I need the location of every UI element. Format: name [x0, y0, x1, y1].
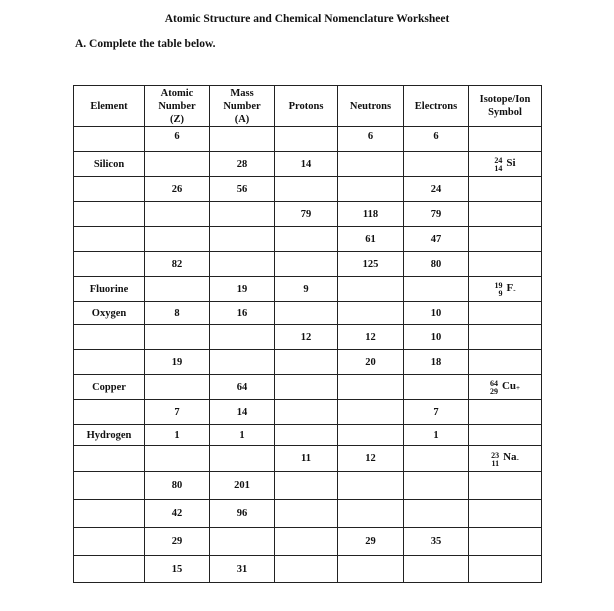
isotope-mass-number: 23	[491, 450, 500, 460]
cell-symbol[interactable]	[469, 177, 542, 202]
isotope-charge: -	[513, 285, 516, 294]
cell-electrons[interactable]	[404, 472, 469, 500]
cell-z[interactable]	[145, 446, 210, 472]
cell-symbol[interactable]	[469, 152, 542, 177]
cell-element[interactable]: Fluorine	[74, 277, 145, 302]
cell-protons[interactable]	[275, 528, 338, 556]
cell-z[interactable]	[145, 375, 210, 400]
cell-z[interactable]: 8	[145, 302, 210, 325]
cell-z[interactable]: 19	[145, 350, 210, 375]
table-row	[74, 252, 542, 277]
cell-neutrons[interactable]: 29	[338, 528, 404, 556]
cell-a[interactable]	[210, 127, 275, 152]
table-row	[74, 325, 542, 350]
isotope-mass-number: 64	[489, 379, 498, 388]
cell-a[interactable]: 201	[210, 472, 275, 500]
cell-electrons[interactable]: 24	[404, 177, 469, 202]
cell-protons[interactable]	[275, 556, 338, 583]
cell-symbol[interactable]	[469, 302, 542, 325]
cell-neutrons[interactable]	[338, 277, 404, 302]
cell-a[interactable]: 14	[210, 400, 275, 425]
cell-protons[interactable]	[275, 227, 338, 252]
isotope-element-symbol: Cu	[501, 379, 517, 392]
cell-element[interactable]	[74, 556, 145, 583]
cell-a[interactable]	[210, 350, 275, 375]
isotope-atomic-number: 11	[491, 458, 500, 468]
cell-symbol[interactable]	[469, 446, 542, 472]
header-isotope-ion-symbol	[469, 86, 542, 127]
cell-element[interactable]: Oxygen	[74, 302, 145, 325]
cell-electrons[interactable]: 47	[404, 227, 469, 252]
header-row	[74, 86, 542, 127]
cell-element[interactable]: Silicon	[74, 152, 145, 177]
isotope-symbol	[494, 282, 515, 298]
atomic-structure-table	[73, 85, 542, 583]
cell-protons[interactable]	[275, 472, 338, 500]
isotope-numbers	[494, 282, 502, 298]
cell-neutrons[interactable]: 12	[338, 446, 404, 472]
cell-z[interactable]: 15	[145, 556, 210, 583]
cell-neutrons[interactable]	[338, 375, 404, 400]
cell-protons[interactable]	[275, 177, 338, 202]
cell-a[interactable]	[210, 528, 275, 556]
table-row	[74, 400, 542, 425]
isotope-charge: +	[516, 383, 521, 392]
header-isotope-ion-symbol-line: Symbol	[488, 107, 522, 118]
cell-element[interactable]: Copper	[74, 375, 145, 400]
table-row	[74, 556, 542, 583]
isotope-symbol	[494, 157, 515, 173]
table-row	[74, 528, 542, 556]
cell-a[interactable]	[210, 325, 275, 350]
cell-electrons[interactable]	[404, 277, 469, 302]
cell-protons[interactable]	[275, 425, 338, 446]
header-atomic-number-line: Number	[158, 100, 196, 112]
header-mass-number-line: Number	[223, 100, 261, 112]
cell-electrons[interactable]: 10	[404, 302, 469, 325]
cell-protons[interactable]	[275, 350, 338, 375]
header-atomic-number-line: Atomic	[160, 87, 194, 99]
cell-a[interactable]: 64	[210, 375, 275, 400]
cell-symbol[interactable]	[469, 556, 542, 583]
isotope-charge: -	[516, 455, 519, 463]
isotope-atomic-number: 9	[498, 289, 503, 298]
cell-a[interactable]	[210, 446, 275, 472]
table-row	[74, 302, 542, 325]
cell-protons[interactable]	[275, 400, 338, 425]
cell-z[interactable]: 1	[145, 425, 210, 446]
cell-electrons[interactable]	[404, 500, 469, 528]
isotope-atomic-number: 14	[494, 164, 503, 173]
cell-z[interactable]: 26	[145, 177, 210, 202]
cell-element[interactable]: Hydrogen	[74, 425, 145, 446]
cell-neutrons[interactable]: 20	[338, 350, 404, 375]
header-electrons	[404, 86, 469, 127]
cell-electrons[interactable]	[404, 446, 469, 472]
cell-electrons[interactable]	[404, 556, 469, 583]
header-isotope-ion-symbol-line: Isotope/Ion	[479, 94, 531, 105]
cell-protons[interactable]: 12	[275, 325, 338, 350]
isotope-symbol	[491, 452, 519, 468]
header-protons	[275, 86, 338, 127]
header-mass-number	[210, 86, 275, 127]
cell-neutrons[interactable]	[338, 556, 404, 583]
table-row	[74, 127, 542, 152]
cell-a[interactable]: 16	[210, 302, 275, 325]
cell-symbol[interactable]	[469, 500, 542, 528]
cell-protons[interactable]: 9	[275, 277, 338, 302]
isotope-atomic-number: 29	[489, 387, 498, 396]
cell-neutrons[interactable]	[338, 177, 404, 202]
cell-a[interactable]	[210, 227, 275, 252]
isotope-mass-number: 19	[494, 281, 503, 290]
cell-electrons[interactable]: 35	[404, 528, 469, 556]
cell-symbol[interactable]	[469, 375, 542, 400]
cell-neutrons[interactable]	[338, 425, 404, 446]
cell-neutrons[interactable]: 12	[338, 325, 404, 350]
cell-z[interactable]	[145, 277, 210, 302]
cell-z[interactable]: 6	[145, 127, 210, 152]
cell-neutrons[interactable]: 125	[338, 252, 404, 277]
isotope-element-symbol: Na	[503, 451, 517, 463]
cell-element[interactable]	[74, 350, 145, 375]
cell-element[interactable]	[74, 325, 145, 350]
table-row	[74, 350, 542, 375]
cell-electrons[interactable]: 18	[404, 350, 469, 375]
cell-z[interactable]	[145, 152, 210, 177]
cell-z[interactable]: 7	[145, 400, 210, 425]
table-row	[74, 177, 542, 202]
table-row	[74, 375, 542, 400]
header-atomic-number	[145, 86, 210, 127]
cell-element[interactable]	[74, 500, 145, 528]
cell-element[interactable]	[74, 472, 145, 500]
cell-electrons[interactable]	[404, 375, 469, 400]
cell-a[interactable]: 19	[210, 277, 275, 302]
cell-protons[interactable]	[275, 127, 338, 152]
cell-symbol[interactable]	[469, 227, 542, 252]
cell-symbol[interactable]	[469, 252, 542, 277]
cell-neutrons[interactable]: 61	[338, 227, 404, 252]
cell-element[interactable]	[74, 446, 145, 472]
cell-symbol[interactable]	[469, 425, 542, 446]
cell-a[interactable]: 31	[210, 556, 275, 583]
table-row	[74, 500, 542, 528]
cell-element[interactable]	[74, 202, 145, 227]
cell-z[interactable]	[145, 325, 210, 350]
cell-a[interactable]: 28	[210, 152, 275, 177]
isotope-mass-number: 24	[494, 156, 503, 165]
cell-z[interactable]	[145, 202, 210, 227]
cell-protons[interactable]	[275, 500, 338, 528]
cell-z[interactable]	[145, 227, 210, 252]
cell-a[interactable]	[210, 252, 275, 277]
cell-symbol[interactable]	[469, 528, 542, 556]
table-row	[74, 227, 542, 252]
header-neutrons-line: Neutrons	[349, 100, 392, 112]
cell-element[interactable]	[74, 252, 145, 277]
cell-protons[interactable]: 11	[275, 446, 338, 472]
table-row	[74, 425, 542, 446]
cell-element[interactable]	[74, 227, 145, 252]
cell-electrons[interactable]	[404, 152, 469, 177]
isotope-numbers	[490, 380, 498, 396]
header-element-line: Element	[90, 100, 128, 112]
header-atomic-number-line: (Z)	[170, 113, 184, 125]
cell-symbol[interactable]	[469, 127, 542, 152]
cell-electrons[interactable]: 10	[404, 325, 469, 350]
cell-symbol[interactable]	[469, 400, 542, 425]
cell-protons[interactable]: 14	[275, 152, 338, 177]
worksheet-title: Atomic Structure and Chemical Nomenclature Worksheet	[164, 13, 450, 25]
header-protons-line: Protons	[288, 100, 324, 112]
header-element	[74, 86, 145, 127]
cell-z[interactable]: 82	[145, 252, 210, 277]
cell-symbol[interactable]	[469, 325, 542, 350]
cell-symbol[interactable]	[469, 202, 542, 227]
table-row	[74, 152, 542, 177]
cell-electrons[interactable]: 6	[404, 127, 469, 152]
isotope-numbers	[494, 157, 502, 173]
cell-element[interactable]	[74, 177, 145, 202]
cell-neutrons[interactable]	[338, 400, 404, 425]
cell-protons[interactable]: 79	[275, 202, 338, 227]
table-row	[74, 202, 542, 227]
cell-electrons[interactable]: 7	[404, 400, 469, 425]
isotope-symbol	[490, 380, 520, 396]
cell-element[interactable]	[74, 528, 145, 556]
cell-protons[interactable]	[275, 375, 338, 400]
cell-a[interactable]: 1	[210, 425, 275, 446]
cell-element[interactable]	[74, 127, 145, 152]
table-row	[74, 446, 542, 472]
header-mass-number-line: Mass	[230, 87, 254, 99]
cell-neutrons[interactable]	[338, 472, 404, 500]
cell-neutrons[interactable]	[338, 302, 404, 325]
cell-a[interactable]: 56	[210, 177, 275, 202]
isotope-numbers	[491, 452, 499, 468]
header-mass-number-line: (A)	[234, 113, 250, 125]
header-electrons-line: Electrons	[414, 100, 458, 112]
isotope-element-symbol: F	[506, 281, 514, 294]
cell-element[interactable]	[74, 400, 145, 425]
cell-a[interactable]: 96	[210, 500, 275, 528]
cell-protons[interactable]	[275, 302, 338, 325]
table-body	[74, 127, 542, 583]
cell-neutrons[interactable]	[338, 152, 404, 177]
cell-z[interactable]: 42	[145, 500, 210, 528]
cell-neutrons[interactable]	[338, 500, 404, 528]
cell-z[interactable]: 29	[145, 528, 210, 556]
cell-symbol[interactable]	[469, 472, 542, 500]
cell-symbol[interactable]	[469, 277, 542, 302]
isotope-element-symbol: Si	[506, 156, 516, 169]
cell-electrons[interactable]: 1	[404, 425, 469, 446]
cell-a[interactable]	[210, 202, 275, 227]
cell-protons[interactable]	[275, 252, 338, 277]
cell-z[interactable]: 80	[145, 472, 210, 500]
table-row	[74, 472, 542, 500]
cell-electrons[interactable]: 80	[404, 252, 469, 277]
section-heading: A. Complete the table below.	[75, 38, 216, 50]
cell-neutrons[interactable]: 118	[338, 202, 404, 227]
cell-electrons[interactable]: 79	[404, 202, 469, 227]
header-neutrons	[338, 86, 404, 127]
cell-symbol[interactable]	[469, 350, 542, 375]
cell-neutrons[interactable]: 6	[338, 127, 404, 152]
table-row	[74, 277, 542, 302]
